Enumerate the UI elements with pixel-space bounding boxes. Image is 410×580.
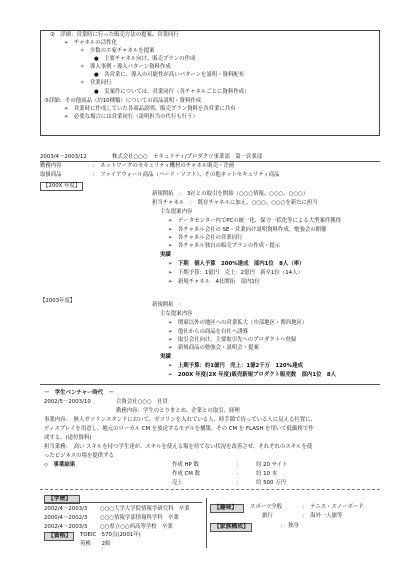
results-value: 約 20 サイト bbox=[256, 462, 288, 468]
family-value: ： 独身 bbox=[280, 523, 299, 529]
result-line: 新規開拓 ： bbox=[152, 302, 185, 308]
venture-text: ったビジネスの場を提供する bbox=[44, 453, 114, 459]
venture-text: 事業内容： 無人ガソリンスタンドにおいて、ガソリンを入れている人、時手隙で待っている人に見える位置に、 bbox=[44, 417, 316, 423]
detail-line: ● 主要チャネル向け、販売プランの作成 bbox=[94, 56, 196, 62]
hobby-key: スポーツ全般 bbox=[250, 504, 283, 510]
divider bbox=[40, 161, 380, 162]
result-line: ➢ 他社からの商品を自社へ誘導 bbox=[168, 329, 248, 335]
venture-company: 合資会社○○○ 社員 bbox=[116, 399, 168, 405]
job-company: 株式会社○○○ セキュリティ/プロダクツ事業部 第一営業部 bbox=[112, 154, 263, 160]
result-line: ➢ 関東以外の地区への営業拡大（中部地区・関西地区） bbox=[168, 320, 308, 326]
job-prod: ： ファイアウォール商品（ハード・ソフト）、その他ネットセキュリティ商品 bbox=[92, 172, 280, 178]
venture-biz: 勤務内容：学生のとりまとめ、企業との取引、経理 bbox=[116, 408, 240, 414]
edu-desc: ○○○情報学部情報科学科 卒業 bbox=[100, 515, 179, 521]
detail-line: ➢ 営業時に作成していた各商品説明、販売プラン資料を各営業に共有 bbox=[64, 106, 236, 112]
results-value: 約 500 万円 bbox=[256, 480, 286, 486]
detail-line: ● 実案件については、営業同行（各チャネルごとに資料作成） bbox=[94, 89, 250, 95]
result-line: ➢ 下期 個人予算 200%達成 部内1位 8人（率） bbox=[168, 261, 305, 267]
hobby-key: 旅行 bbox=[262, 513, 273, 519]
result-line: 実績 bbox=[160, 252, 171, 258]
divider bbox=[44, 502, 202, 503]
result-line: ➢ 各チャネル会社の営業同行 bbox=[168, 235, 243, 241]
detail-line: ✧ 導入事例・導入パターン資料作成 bbox=[80, 64, 171, 70]
divider bbox=[40, 384, 380, 385]
result-line: ➢ 新規商品の勉強会・説明会・提案 bbox=[168, 345, 259, 351]
qualification: TOEIC 570点(2001年) bbox=[80, 532, 141, 538]
job-biz: ： ネットワークのセキュリティ機材のチャネル販売・企画 bbox=[92, 163, 235, 169]
edu-period: 2002/4～2003/3 bbox=[44, 506, 88, 512]
result-line: ➢ 上期予算：約1億円 売上：1億2千万 120%達成 bbox=[168, 363, 303, 369]
section-title: － 学生ベンチャー時代 － bbox=[44, 390, 114, 396]
column-divider bbox=[206, 498, 207, 548]
detail-line: ✧ 営業同行 bbox=[80, 80, 112, 86]
education-heading: 【学歴】 bbox=[44, 495, 80, 504]
result-line: 主な提案内容 bbox=[160, 209, 193, 215]
hobby-heading: 【趣味】 bbox=[210, 504, 244, 513]
detail-line: ③詳細：その他商品（約10種類）についての商品説明・資料作成 bbox=[44, 98, 202, 104]
results-key: 作成 CM 数 bbox=[172, 471, 201, 477]
edu-period: 2000/4～2002/3 bbox=[44, 515, 88, 521]
year-heading: 【200X 年度】 bbox=[40, 182, 83, 191]
hobby-value: ： テニス・スノーボード bbox=[302, 504, 364, 510]
qualification: 英検 2級 bbox=[80, 541, 111, 547]
result-line: ➢ 各チャネル会社の SE・営業向け説明資料作成、勉強会の開催 bbox=[168, 227, 327, 233]
result-line: 実績 bbox=[160, 354, 171, 360]
dashed-divider bbox=[40, 489, 380, 490]
qualifications-heading: 【資格】 bbox=[44, 532, 74, 541]
hobby-value: ： 海外一人旅等 bbox=[302, 513, 343, 519]
detail-line: ➢ 必要な場合には営業同行（説明担当の代行も行う） bbox=[64, 114, 198, 120]
result-line: ➢ 200X 年度(2X 年度)販売新規プロダクト販売数 部内1位 8人 bbox=[168, 372, 336, 378]
results-colon: ： bbox=[236, 462, 242, 468]
results-key: 作成 HP 数 bbox=[172, 462, 199, 468]
year-heading: 【2003年度】 bbox=[40, 298, 76, 304]
result-line: ➢ 各チャネル独自の販売プランの作成・提示 bbox=[168, 243, 281, 249]
job-prod-label: 取扱商品 bbox=[40, 172, 62, 178]
venture-text: ディスプレイを用意し、地元のローカル CM を放送するモデルを構築。その CM を FLASH を用いて低価格で作 bbox=[44, 426, 314, 432]
result-line: ➢ 取引会社向け、主要取引先へのプロダクトへ登録 bbox=[168, 337, 297, 343]
job-period: 2003/4～2003/12 bbox=[40, 154, 87, 160]
result-line: 担当チャネル ： 既存チャネルに加え、○○○、○○○を新たに担当 bbox=[152, 200, 318, 206]
venture-period: 2002/5～2003/10 bbox=[44, 399, 91, 405]
results-label: ◇ 事業結果 bbox=[44, 462, 76, 468]
venture-text: 担当業務： 高い スキルを持つ学生達が、スキルを使える場を持てない状況を改善させ、それぞれのスキルを使 bbox=[44, 444, 313, 450]
edu-period: 2002/4～2003/3 bbox=[44, 524, 88, 530]
result-line: ➢ 新規チャネル 4社開拓 部内1位 bbox=[168, 279, 261, 285]
results-colon: ： bbox=[236, 471, 242, 477]
results-colon: ： bbox=[236, 480, 242, 486]
edu-desc: ○○○大学大学院情報学研究科 卒業 bbox=[100, 506, 190, 512]
edu-desc: ○○県立○○西高等学校 卒業 bbox=[100, 524, 173, 530]
detail-line: ✧ 少数のエ家チャネルを提案 bbox=[80, 48, 155, 54]
results-value: 約 10 本 bbox=[256, 471, 278, 477]
detail-line: ● 各営業に、導入の可能性が高いパターンを説明・資料配布 bbox=[94, 72, 245, 78]
detail-line: ② 詳細：営業時に行った販売方法の提案、営業同行 bbox=[50, 32, 179, 38]
detail-line: ➢ チャネルの活性化 bbox=[64, 40, 117, 46]
venture-text: 成する。(途付資料) bbox=[44, 435, 92, 441]
family-heading: 【家族構成】 bbox=[210, 523, 252, 532]
job-biz-label: 勤務内容 bbox=[40, 163, 62, 169]
result-line: ➢ 下期予算：1億円 売上：2億円 新卒1位（14人） bbox=[168, 270, 303, 276]
result-line: 新規開拓 ： 3社との取引を開始（○○○情報、○○○、○○○） bbox=[152, 191, 309, 197]
result-line: 主な提案内容 bbox=[160, 311, 193, 317]
results-key: 売上 bbox=[172, 480, 183, 486]
result-line: ➢ データセンター内でPCの統一化、保守一括化等による大型案件獲得 bbox=[168, 218, 342, 224]
